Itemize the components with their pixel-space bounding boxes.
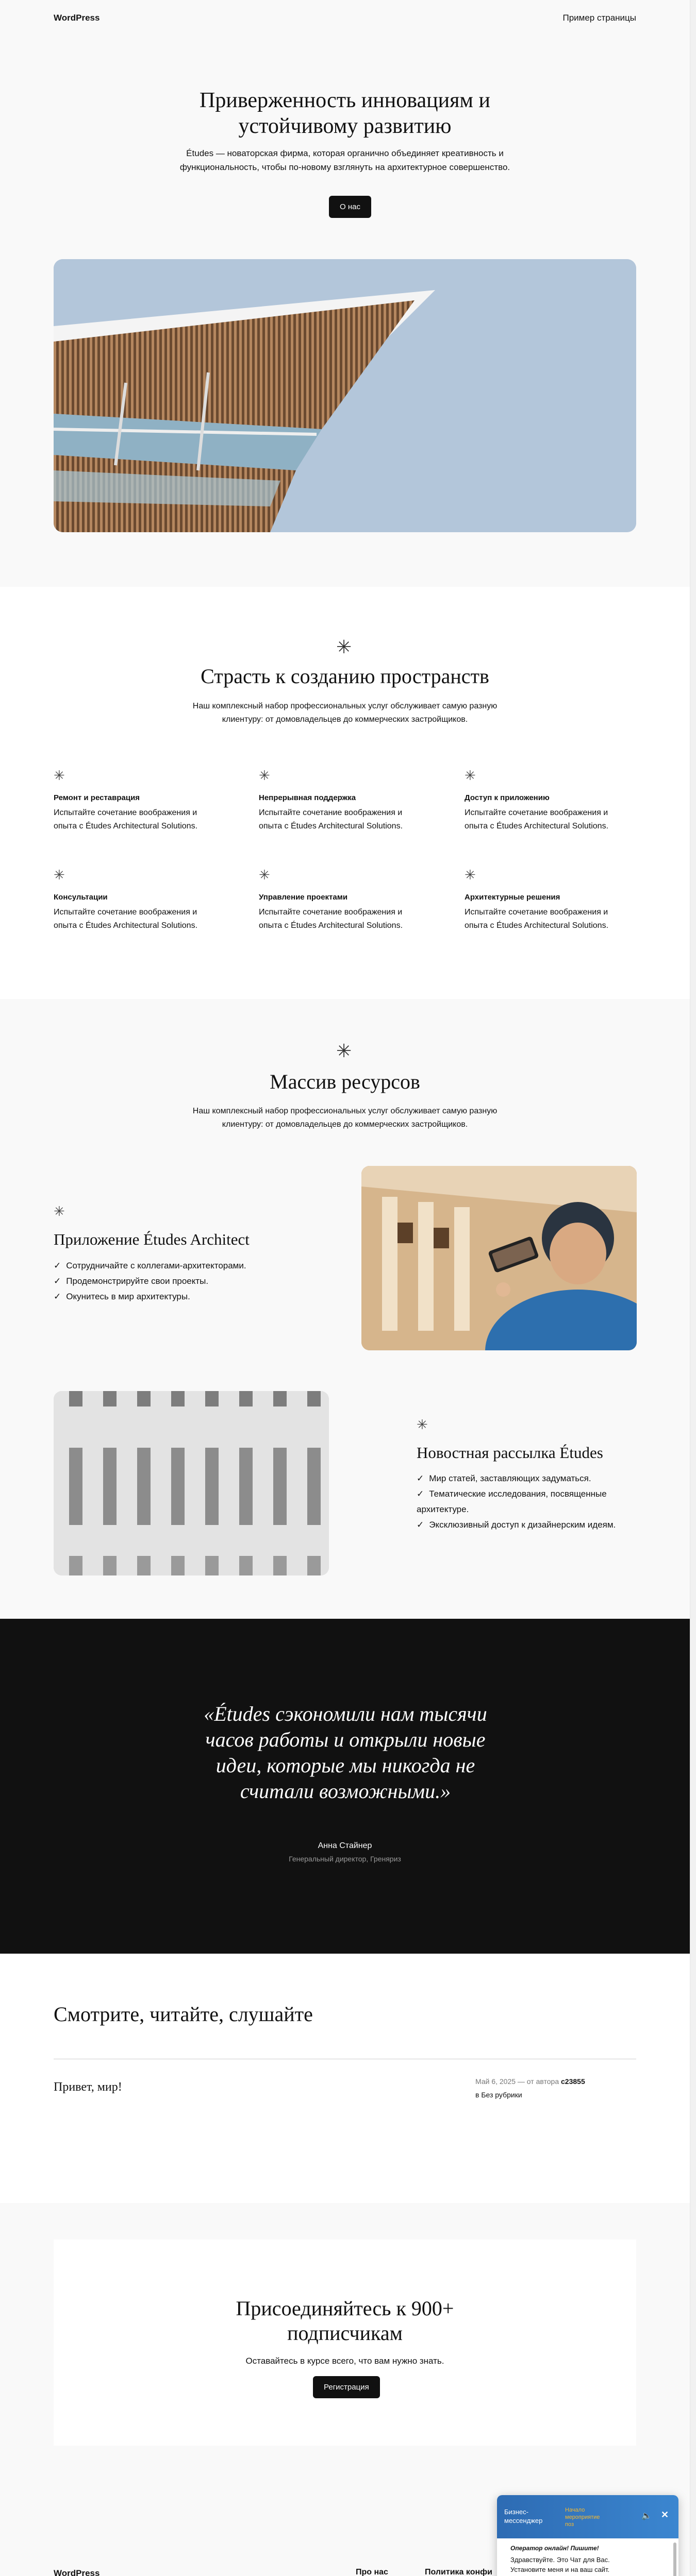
post-author-link[interactable]: c23855 <box>561 2077 585 2086</box>
asterisk-icon: ✳ <box>259 768 270 783</box>
chat-operator-line: Оператор онлайн! Пишите! <box>510 2545 599 2552</box>
site-header <box>0 0 690 36</box>
asterisk-icon: ✳ <box>54 1204 65 1219</box>
chat-widget <box>497 2495 678 2576</box>
asterisk-icon: ✳ <box>417 1417 428 1432</box>
nav-link-sample-page[interactable]: Пример страницы <box>562 13 636 23</box>
list-item: ✓ Тематические исследования, посвященные архитектуре. <box>417 1486 633 1517</box>
feature-title: Управление проектами <box>259 893 348 902</box>
testimonial-author: Анна Стайнер <box>318 1841 372 1850</box>
services-title: Страсть к созданию пространств <box>201 665 489 688</box>
close-icon[interactable]: ✕ <box>661 2510 669 2520</box>
feature-description: Испытайте сочетание воображения и опыта с Études Architectural Solutions. <box>259 808 403 831</box>
post-title-link[interactable]: Привет, мир! <box>54 2080 122 2094</box>
services-description: Наш комплексный набор профессиональных услуг обслуживает самую разную клиентуру: от домовладельцев до коммерческих застройщиков. <box>192 702 498 724</box>
post-category-link[interactable]: в Без рубрики <box>475 2091 522 2099</box>
list-item: ✓ Сотрудничайте с коллегами-архитекторами. <box>54 1258 291 1274</box>
testimonial-role: Генеральный директор, Греняриз <box>289 1855 401 1863</box>
chat-header <box>497 2495 678 2538</box>
building-facade-image <box>54 1391 329 1575</box>
app-feature-list <box>54 1258 291 1304</box>
list-item: ✓ Продемонстрируйте свои проекты. <box>54 1274 291 1289</box>
hero-description: Études — новаторская фирма, которая органично объединяет креативность и функциональность, чтобы по-новому взглянуть на архитектурное совершенство. <box>179 148 510 172</box>
testimonial-quote: «Études сэкономили нам тысячи часов работы и открыли новые идеи, которые мы никогда не считали возможными.» <box>204 1702 487 1803</box>
feature-title: Доступ к приложению <box>465 793 550 802</box>
signup-title <box>54 2296 636 2346</box>
asterisk-icon: ✳ <box>54 867 65 883</box>
post-meta-date: Май 6, 2025 — от автора <box>475 2077 559 2086</box>
asterisk-icon: ✳ <box>259 867 270 883</box>
chat-greeting-message: Здравствуйте. Это Чат для Вас. Установите меня и на ваш сайт. <box>510 2556 610 2573</box>
testimonial-section <box>0 1619 690 1954</box>
signup-title-line1: Присоединяйтесь к 900+ <box>236 2297 454 2320</box>
newsletter-signup-section <box>54 2240 636 2446</box>
resources-title: Массив ресурсов <box>270 1070 420 1093</box>
feature-description: Испытайте сочетание воображения и опыта с Études Architectural Solutions. <box>54 908 198 930</box>
feature-description: Испытайте сочетание воображения и опыта с Études Architectural Solutions. <box>465 808 609 831</box>
chat-title: Бизнес-мессенджер <box>504 2508 543 2524</box>
asterisk-icon: ✳ <box>54 768 65 783</box>
footer-column-title: Политика конфи <box>425 2568 492 2576</box>
sound-icon[interactable]: 🔈 <box>641 2512 652 2520</box>
asterisk-icon: ✳ <box>336 636 352 657</box>
phone-photo-image <box>361 1166 637 1350</box>
hero-title <box>0 88 690 139</box>
signup-title-line2: подписчикам <box>287 2321 403 2345</box>
newsletter-title: Новостная рассылка Études <box>417 1444 603 1462</box>
post-meta <box>475 2077 585 2086</box>
footer-site-title[interactable]: WordPress <box>54 2568 100 2576</box>
feature-title: Архитектурные решения <box>465 893 560 902</box>
app-title: Приложение Études Architect <box>54 1230 250 1248</box>
feature-description: Испытайте сочетание воображения и опыта с Études Architectural Solutions. <box>54 808 198 831</box>
resources-description: Наш комплексный набор профессиональных услуг обслуживает самую разную клиентуру: от домовладельцев до коммерческих застройщиков. <box>192 1107 498 1129</box>
list-item: ✓ Мир статей, заставляющих задуматься. <box>417 1471 633 1486</box>
feature-title: Ремонт и реставрация <box>54 793 140 802</box>
asterisk-icon: ✳ <box>336 1040 352 1061</box>
posts-section <box>0 1954 690 2203</box>
list-item: ✓ Окунитесь в мир архитектуры. <box>54 1289 291 1304</box>
hero-title-line2: устойчивому развитию <box>238 114 452 138</box>
hero-building-image <box>54 259 636 532</box>
chat-messages <box>497 2538 678 2576</box>
chat-status: Начало мероприятие поз <box>565 2507 600 2528</box>
feature-title: Непрерывная поддержка <box>259 793 356 802</box>
signup-description: Оставайтесь в курсе всего, что вам нужно знать. <box>245 2356 444 2366</box>
asterisk-icon: ✳ <box>465 768 476 783</box>
services-section <box>0 587 690 999</box>
asterisk-icon: ✳ <box>465 867 476 883</box>
page-scrollbar[interactable] <box>690 0 696 2576</box>
chat-scrollbar[interactable] <box>673 2543 676 2576</box>
newsletter-feature-list <box>417 1471 633 1533</box>
register-button[interactable]: Регистрация <box>313 2376 380 2398</box>
hero-title-line1: Приверженность инновациям и <box>200 89 490 112</box>
feature-description: Испытайте сочетание воображения и опыта с Études Architectural Solutions. <box>465 908 609 930</box>
posts-title: Смотрите, читайте, слушайте <box>54 2003 313 2026</box>
feature-description: Испытайте сочетание воображения и опыта с Études Architectural Solutions. <box>259 908 403 930</box>
feature-title: Консультации <box>54 893 108 902</box>
footer-column-title: Про нас <box>356 2568 388 2576</box>
list-item: ✓ Эксклюзивный доступ к дизайнерским идеям. <box>417 1517 633 1533</box>
about-button[interactable]: О нас <box>329 196 371 218</box>
site-title-link[interactable]: WordPress <box>54 13 100 23</box>
